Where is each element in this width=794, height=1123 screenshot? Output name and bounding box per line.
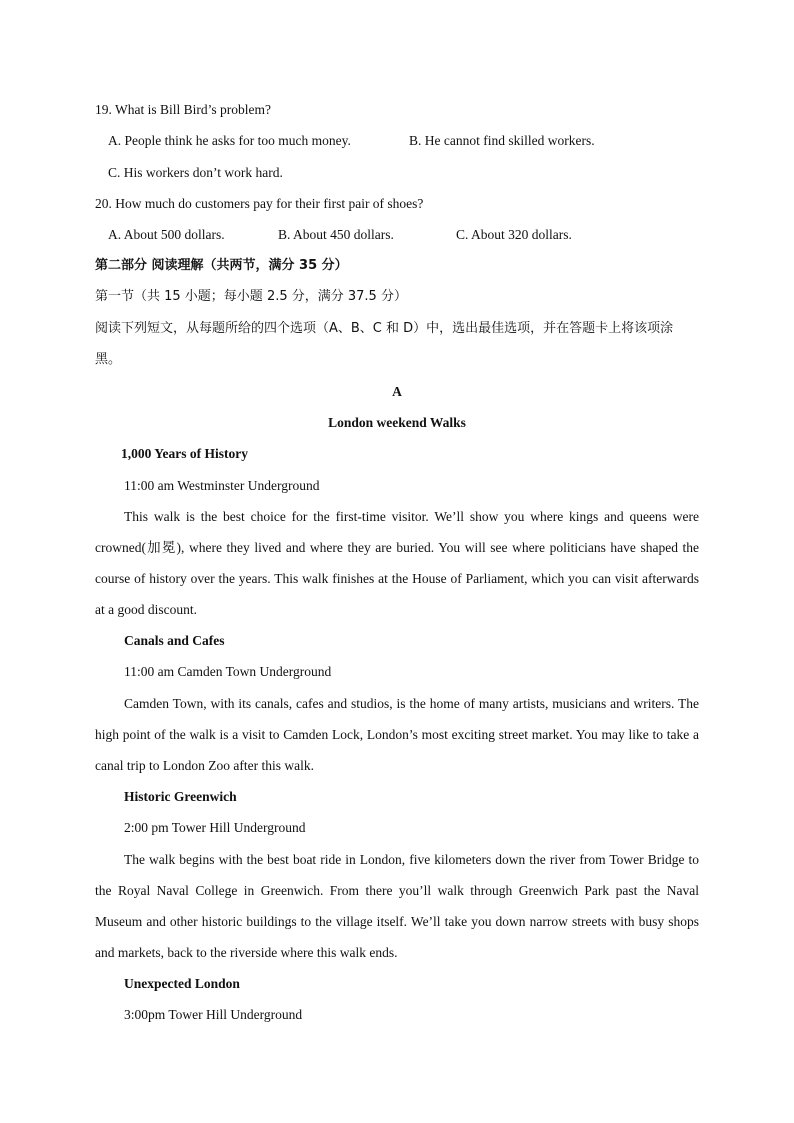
question-20-option-a: A. About 500 dollars. xyxy=(108,227,225,242)
walk-3-time: 2:00 pm Tower Hill Underground xyxy=(124,820,306,835)
section1-heading: 第一节（共 15 小题；每小题 2.5 分，满分 37.5 分） xyxy=(95,289,407,304)
question-19-option-c: C. His workers don’t work hard. xyxy=(108,165,283,180)
instructions: 阅读下列短文，从每题所给的四个选项（A、B、C 和 D）中，选出最佳选项，并在答题卡上将该项涂黑。 xyxy=(95,321,674,367)
walk-3-description: The walk begins with the best boat ride in London, five kilometers down the river from Tower Bridge to the Royal Naval College in Greenwich. From there you’ll walk through Greenwich Park past the Naval Museum and other historic buildings to the village itself. We’ll take you down narrow streets with busy shops and markets, back to the riverside where this walk ends. xyxy=(95,852,699,960)
walk-4-time: 3:00pm Tower Hill Underground xyxy=(124,1007,303,1022)
passage-letter: A xyxy=(392,384,402,399)
question-19-option-a: A. People think he asks for too much money. xyxy=(108,133,351,148)
walk-1-name: 1,000 Years of History xyxy=(121,446,248,461)
walk-3-name: Historic Greenwich xyxy=(124,789,237,804)
part2-heading: 第二部分 阅读理解（共两节，满分 35 分） xyxy=(95,258,348,273)
walk-2-description: Camden Town, with its canals, cafes and studios, is the home of many artists, musicians and writers. The high point of the walk is a visit to Camden Lock, London’s most exciting street market. You may like to take a canal trip to London Zoo after this walk. xyxy=(95,696,699,773)
walk-4-name: Unexpected London xyxy=(124,976,240,991)
walk-1-time: 11:00 am Westminster Underground xyxy=(124,478,320,493)
question-20-option-b: B. About 450 dollars. xyxy=(278,227,394,242)
walk-2-name: Canals and Cafes xyxy=(124,633,225,648)
passage-title: London weekend Walks xyxy=(328,415,466,430)
question-19: 19. What is Bill Bird’s problem? xyxy=(95,102,271,117)
question-20-option-c: C. About 320 dollars. xyxy=(456,227,572,242)
walk-1-description: This walk is the best choice for the first-time visitor. We’ll show you where kings and queens were crowned(加冕), where they lived and where they are buried. You will see where politicians have shaped the course of history over the years. This walk finishes at the House of Parliament, which you can visit afterwards at a good discount. xyxy=(95,509,699,617)
question-19-option-b: B. He cannot find skilled workers. xyxy=(409,133,595,148)
walk-2-time: 11:00 am Camden Town Underground xyxy=(124,664,332,679)
question-20: 20. How much do customers pay for their first pair of shoes? xyxy=(95,196,424,211)
